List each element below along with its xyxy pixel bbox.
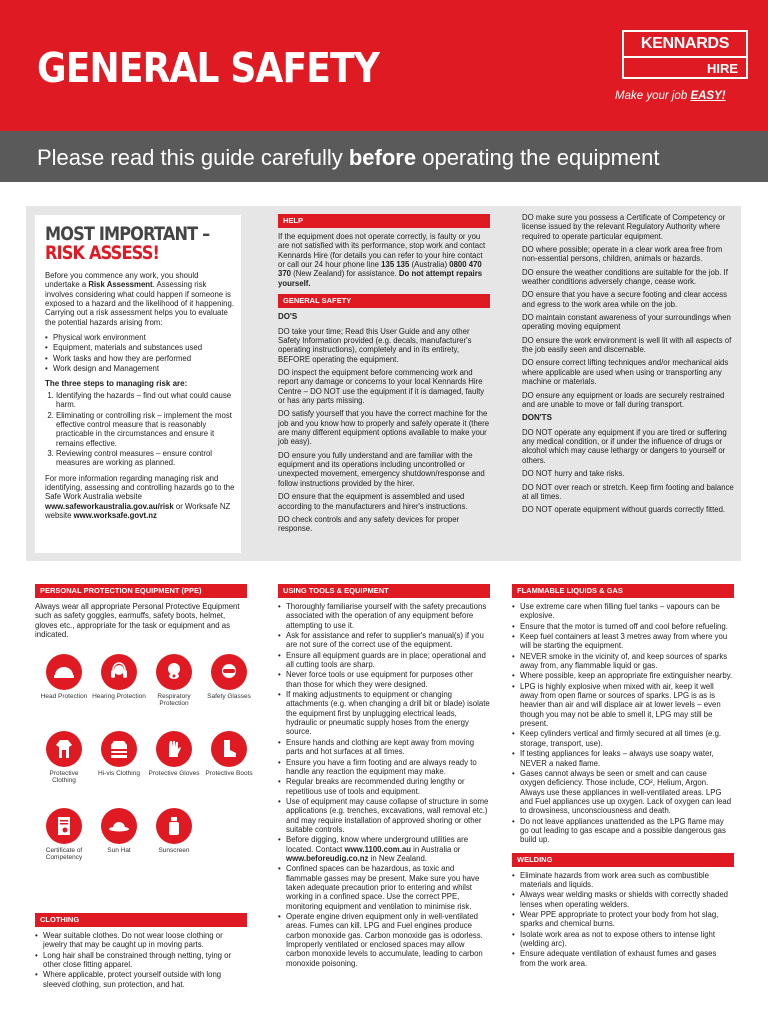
ppe-item <box>92 654 146 700</box>
welding-list <box>512 871 734 968</box>
risk-intro <box>45 271 235 327</box>
protective-boots-icon <box>211 731 247 767</box>
ppe-item <box>147 731 201 777</box>
logo-top-text: KENNARDS <box>640 35 730 52</box>
tools-item: • Ask for assistance and refer to supplier's manual(s) if you are not sure of the correct use of the equipment. <box>278 631 490 650</box>
risk-assess-body <box>45 271 235 527</box>
general-safety-heading: GENERAL SAFETY <box>278 294 490 308</box>
digging-dig-mid: in Australia or <box>410 844 461 854</box>
safework-link[interactable]: www.safeworkaustralia.gov.au/risk <box>45 501 174 511</box>
do-item: DO ensure that you have a secure footing and clear access and egress to the work area while on the job. <box>522 290 728 309</box>
tagline <box>615 90 726 104</box>
more-info-pre: For more information regarding managing risk and identifying, assessing and controlling hazards go to the Safe Work Australia website <box>45 473 235 502</box>
flammable-list <box>512 602 734 845</box>
tools-list <box>278 602 490 968</box>
ppe-label: Safety Glasses <box>207 693 251 700</box>
tools-item: • Ensure you have a firm footing and are always ready to handle any reaction the equipment may make. <box>278 758 490 777</box>
digging-dig-link2[interactable]: www.beforeudig.co.nz <box>286 853 369 863</box>
step-item: 2. Eliminating or controlling risk – implement the most effective control measure that is reasonably practicable in the circumstances and ensure it remains effective. <box>56 411 235 448</box>
logo-bottom-text: HIRE <box>624 56 746 79</box>
flammable-item: • Use extreme care when filling fuel tanks – vapours can be explosive. <box>512 602 734 621</box>
tools-item: • Ensure all equipment guards are in place; operational and all cutting tools are sharp. <box>278 651 490 670</box>
tools-item: • Ensure hands and clothing are kept away from moving parts and hot surfaces at all times. <box>278 738 490 757</box>
help-general-column <box>278 214 490 538</box>
tools-item: • Operate engine driven equipment only in well-ventilated areas. Fumes can kill. LPG and Fuel engines produce carbon monoxide gas. Carbon monoxide gas is odorless. Improperly ventilated or enclosed spaces may allow carbon monoxide levels to accumulate, leading to carbon monoxide poisoning. <box>278 912 490 968</box>
flammable-heading: FLAMMABLE LIQUIDS & GAS <box>512 584 734 598</box>
ppe-icon-grid <box>37 654 253 876</box>
subtitle-pre: Please read this guide carefully <box>37 145 349 170</box>
step-item: 3. Reviewing control measures – ensure control measures are working as planned. <box>56 449 235 468</box>
tools-item: • Use of equipment may cause collapse of structure in some applications (e.g. trenches, excavations, wall removal etc.) and may require installation of approved shoring or other suitable controls. <box>278 797 490 834</box>
ppe-section <box>35 584 247 645</box>
step-item: 1. Identifying the hazards – find out what could cause harm. <box>56 391 235 410</box>
phone-nz: 0800 470 370 <box>278 260 482 279</box>
do-item: DO maintain constant awareness of your surroundings when operating moving equipment <box>522 313 731 332</box>
risk-intro-pre: Before you commence any work, you should undertake a <box>45 271 199 290</box>
hazard-item: • Equipment, materials and substances used <box>45 343 235 352</box>
ppe-label: Respiratory Protection <box>157 693 191 708</box>
help-warning: Do not attempt repairs yourself. <box>278 269 483 288</box>
sun-hat-icon <box>101 808 137 844</box>
more-info-mid: or Worksafe NZ website <box>45 501 231 521</box>
flammable-item: • Keep cylinders vertical and firmly secured at all times (e.g. storage, transport, use). <box>512 729 734 748</box>
risk-intro-post: . Assessing risk involves considering what could happen if someone is exposed to a hazard and the likelihood of it happening. Carrying out a risk assessment helps you to evaluate the potential hazards arising from: <box>45 280 234 327</box>
help-text-mid2: (New Zealand) for assistance. <box>291 269 399 279</box>
ppe-label: Sun Hat <box>107 847 131 854</box>
tools-heading: USING TOOLS & EQUIPMENT <box>278 584 490 598</box>
do-item: DO where possible; operate in a clear work area free from non-essential persons, children, animals or hazards. <box>522 245 723 264</box>
ppe-item <box>37 731 91 784</box>
tools-item: • Regular breaks are recommended during lengthy or repetitious use of tools and equipment. <box>278 777 490 796</box>
ppe-item <box>92 731 146 777</box>
dont-item: DO NOT operate any equipment if you are tired or suffering any medical condition, or if under the influence of drugs or alcohol which may cause lethargy or dangers to yourself or others. <box>522 427 727 465</box>
welding-item: • Ensure adequate ventilation of exhaust fumes and gases from the work area. <box>512 949 734 968</box>
ppe-label: Protective Boots <box>205 770 253 777</box>
dos-heading: DO'S <box>278 312 298 322</box>
do-item: DO ensure the work environment is well lit with all aspects of the job easily seen and discernable. <box>522 335 732 355</box>
do-item: DO ensure that the equipment is assembled and used according to the manufacturers and hirer's instructions. <box>278 492 468 511</box>
hazards-list <box>45 333 235 373</box>
clothing-section <box>35 913 247 990</box>
safety-glasses-icon <box>211 654 247 690</box>
ppe-label: Head Protection <box>40 693 88 700</box>
clothing-heading: CLOTHING <box>35 913 247 927</box>
protective-gloves-icon <box>156 731 192 767</box>
do-item: DO satisfy yourself that you have the correct machine for the job and you know how to properly and safely operate it (there are many different equipment options available to make your job easy). <box>278 409 490 447</box>
do-item: DO ensure correct lifting techniques and/or mechanical aids where applicable are used when using or transporting any machine or materials. <box>522 358 729 387</box>
do-item: DO take your time; Read this User Guide and any other Safety Information provided (e.g. decals, manufacturer's operating instructions), completely and in its entirety, BEFORE operating the equipment. <box>278 326 472 364</box>
subtitle <box>37 145 660 171</box>
more-info <box>45 474 235 521</box>
ppe-item <box>202 731 256 777</box>
ppe-label: Protective Gloves <box>148 770 200 777</box>
hazard-item: • Work tasks and how they are performed <box>45 354 235 363</box>
tools-item: • Never force tools or use equipment for purposes other than those for which they were designed. <box>278 670 490 689</box>
flammable-item: • Do not leave appliances unattended as the LPG flame may go out leading to gas escape and a possible dangerous gas build up. <box>512 817 734 845</box>
help-text <box>278 232 490 288</box>
clothing-item: • Long hair shall be constrained through netting, tying or other close fitting apparel. <box>35 951 247 970</box>
do-item: DO inspect the equipment before commencing work and report any damage or concerns to your local Kennards Hire Centre – DO NOT use the equipment if it is damaged, faulty or has any parts missing. <box>278 368 485 406</box>
do-item: DO ensure the weather conditions are suitable for the job. If weather conditions adversely change, cease work. <box>522 267 728 287</box>
kennards-hire-logo <box>622 30 748 79</box>
risk-assess-heading: RISK ASSESS! <box>45 242 159 264</box>
clothing-list <box>35 931 247 989</box>
do-item: DO check controls and any safety devices for proper response. <box>278 514 460 534</box>
tools-item: • If making adjustments to equipment or changing attachments (e.g. when changing a drill bit or blade) isolate the equipment first by unplugging electrical leads, hydraulic or pneumatic supply hoses from the energy source. <box>278 690 490 737</box>
ppe-item <box>37 808 91 861</box>
do-item: DO ensure you fully understand and are familiar with the equipment and its operations including uncontrolled or unexpected movement, emergency shutdown/response and follow instructions provided by the hirer. <box>278 450 485 488</box>
clothing-item: • Wear suitable clothes. Do not wear loose clothing or jewelry that may be caught up in moving parts. <box>35 931 247 950</box>
ppe-heading: PERSONAL PROTECTION EQUIPMENT (PPE) <box>35 584 247 598</box>
welding-item: • Wear PPE appropriate to protect your body from hot slag, sparks and chemical burns. <box>512 910 734 929</box>
dos-list-right <box>522 213 734 409</box>
dont-item: DO NOT over reach or stretch. Keep firm footing and balance at all times. <box>522 482 734 501</box>
do-item: DO ensure any equipment or loads are securely restrained and are unable to move or fall during transport. <box>522 390 725 409</box>
steps-list <box>56 391 235 468</box>
flammable-item: • NEVER smoke in the vicinity of, and keep sources of sparks away from, any flammable liquid or gas. <box>512 652 734 671</box>
flammable-item: • Ensure that the motor is turned off and cool before refueling. <box>512 622 734 631</box>
certificate-icon <box>46 808 82 844</box>
welding-item: • Isolate work area as not to expose others to intense light (welding arc). <box>512 930 734 949</box>
sunscreen-icon <box>156 808 192 844</box>
subtitle-post: operating the equipment <box>416 145 660 170</box>
worksafe-link[interactable]: www.worksafe.govt.nz <box>73 511 157 521</box>
tools-item: • Confined spaces can be hazardous, as toxic and flammable gasses may be present. Make sure you have taken adequate precaution prior to entering and whilst working in a confined space. Use the correct PPE, monitoring equipment and ventilation to minimise risk. <box>278 864 490 911</box>
hearing-protection-icon <box>101 654 137 690</box>
phone-au: 135 135 <box>381 260 410 270</box>
tagline-emphasis: EASY! <box>690 90 726 102</box>
ppe-item <box>147 808 201 854</box>
hazard-item: • Physical work environment <box>45 333 235 342</box>
dos-list-left <box>278 327 490 534</box>
do-item: DO make sure you possess a Certificate of Competency or license issued by the relevant Regulatory Authority where required to operate particular equipment. <box>522 213 726 241</box>
ppe-item <box>37 654 91 700</box>
tagline-text: Make your job <box>615 90 691 102</box>
ppe-label: Hi-vis Clothing <box>98 770 140 777</box>
flammable-item: • Gases cannot always be seen or smelt and can cause oxygen deficiency. Those include, CO², Helium, Argon. Always use these appliances in well-ventilated areas. LPG and Fuel appliances use up oxygen. Lack of oxygen can lead to drowsiness, unconsciousness and death. <box>512 769 734 816</box>
respiratory-protection-icon <box>156 654 192 690</box>
steps-heading: The three steps to managing risk are: <box>45 379 188 389</box>
welding-heading: WELDING <box>512 853 734 867</box>
help-heading: HELP <box>278 214 490 228</box>
protective-clothing-icon <box>46 731 82 767</box>
tools-item: • Thoroughly familiarise yourself with the safety precautions associated with the operation of any equipment before attempting to use it. <box>278 602 490 630</box>
hazard-item: • Work design and Management <box>45 364 235 373</box>
flammable-item: • Where possible, keep an appropriate fire extinguisher nearby. <box>512 671 734 680</box>
ppe-label: Certificate of Competency <box>45 847 83 862</box>
welding-item: • Always wear welding masks or shields with correctly shaded lenses when operating welders. <box>512 890 734 909</box>
risk-intro-bold: Risk Assessment <box>88 280 153 290</box>
flammable-section <box>512 584 734 969</box>
help-text-pre: If the equipment does not operate correctly, is faulty or you are not satisfied with its performance, stop work and contact Kennards Hire (for details you can refer to your hire contact or call our 24 hour phone line <box>278 232 486 270</box>
ppe-item <box>202 654 256 700</box>
digging-dig-pre: Before digging, know where underground utilities are located. Contact <box>286 835 469 854</box>
dont-item: DO NOT operate equipment without guards correctly fitted. <box>522 505 726 515</box>
header-banner <box>0 0 768 131</box>
most-important-heading: MOST IMPORTANT – <box>45 223 210 245</box>
help-text-mid1: (Australia) <box>409 260 450 270</box>
ppe-item <box>92 808 146 854</box>
ppe-label: Protective Clothing <box>49 770 79 785</box>
tools-section <box>278 584 490 969</box>
tools-item-digging <box>278 835 490 863</box>
page-title: GENERAL SAFETY <box>37 44 379 92</box>
ppe-label: Hearing Protection <box>92 693 146 700</box>
dos-donts-column <box>522 213 734 519</box>
clothing-item: • Where applicable, protect yourself outside with long sleeved clothing, sun protection, and hat. <box>35 970 247 989</box>
flammable-item: • If testing appliances for leaks – always use soapy water, NEVER a naked flame. <box>512 749 734 768</box>
most-important-card <box>35 215 241 553</box>
head-protection-icon <box>46 654 82 690</box>
dont-item: DO NOT hurry and take risks. <box>522 469 625 479</box>
ppe-text: Always wear all appropriate Personal Protective Equipment such as safety goggles, earmuffs, safety boots, helmet, gloves etc., appropriate for the task or equipment and as indicated. <box>35 602 240 640</box>
ppe-item <box>147 654 201 707</box>
ppe-label: Sunscreen <box>158 847 190 854</box>
subtitle-bold: before <box>348 145 417 170</box>
digging-dig-post: in New Zealand. <box>368 853 427 863</box>
subtitle-band <box>0 131 768 182</box>
hi-vis-clothing-icon <box>101 731 137 767</box>
donts-heading: DON'TS <box>522 413 552 423</box>
flammable-item: • Keep fuel containers at least 3 metres away from where you will be starting the equipment. <box>512 632 734 651</box>
welding-item: • Eliminate hazards from work area such as combustible materials and liquids. <box>512 871 734 890</box>
flammable-item: • LPG is highly explosive when mixed with air, keep it well away from open flame or sources of sparks. LPG is as is heavier than air and will displace air at lower levels – even though you may not be able to smell it, LPG may still be present. <box>512 682 734 729</box>
digging-dig-link1[interactable]: www.1100.com.au <box>344 844 411 854</box>
donts-list <box>522 428 734 515</box>
